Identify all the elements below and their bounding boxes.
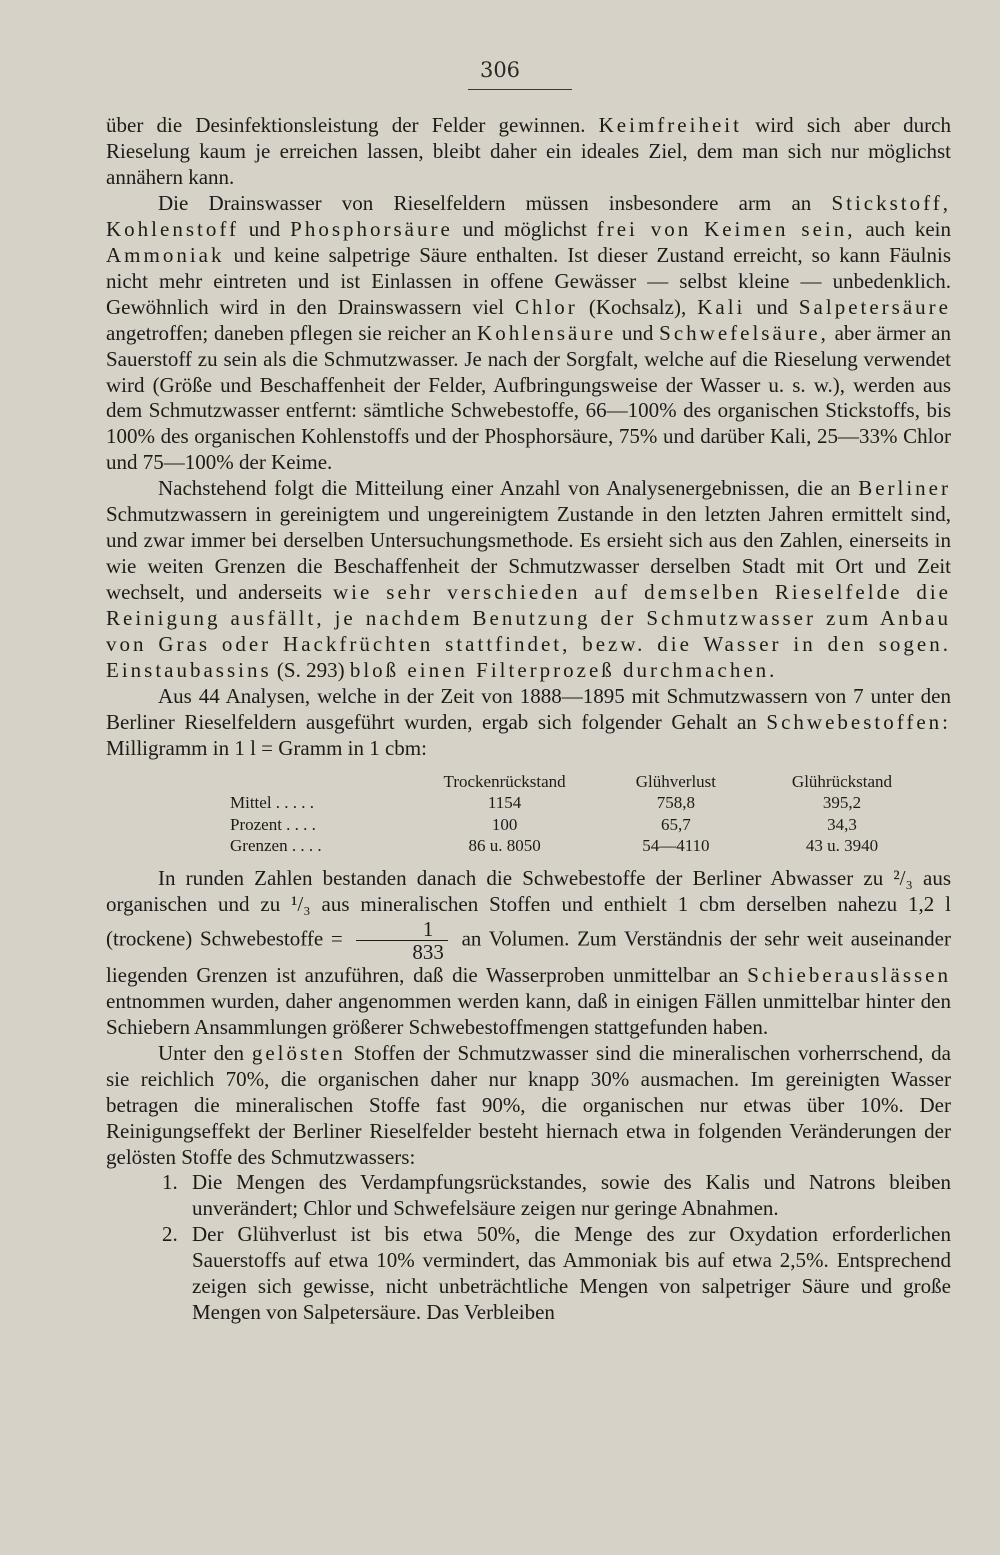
fraction-denominator: 833 (412, 939, 444, 964)
paragraph-5: In runden Zahlen bestanden danach die Schwebestoffe der Berliner Abwasser zu ²/₃ aus organischen und zu ¹/₃ aus mineralischen Stoffen und enthielt 1 cbm derselben nahezu 1,2 l (trockene) Schwebestoffe = $\frac{1}{833}$ an Volumen. Zum Verständnis der sehr weit auseinander liegenden Grenzen ist anzuführen, daß die Wasserproben unmittelbar an Schieberauslässen entnommen wurden, daher angenommen werden kann, daß in einigen Fällen unmittelbar hinter den Schiebern Ansammlungen größerer Schwebestoffmengen stattgefunden haben. (106, 865, 951, 1039)
page-number-rule (468, 89, 572, 90)
table-cell: 43 u. 3940 (805, 836, 879, 856)
table-header-row (106, 771, 951, 793)
table-cell: 34,3 (827, 814, 857, 834)
table-row-label: Grenzen . . . . (230, 836, 322, 856)
list-item-text: Die Mengen des Verdampfungsrückstandes, sowie des Kalis und Natrons bleiben unverändert; Chlor und Schwefelsäure zeigen nur geringe Abnahmen. (192, 1170, 951, 1221)
table-cell: 86 u. 8050 (468, 836, 541, 856)
table-header-empty (106, 771, 411, 793)
table-cell: 395,2 (822, 793, 862, 813)
list-item-number: 2. (162, 1222, 178, 1247)
body-text (106, 113, 951, 1326)
table-header: Trockenrückstand (443, 771, 566, 791)
table-cell: 54—4110 (642, 836, 710, 856)
page-number: 306 (479, 58, 521, 82)
table-cell: 65,7 (661, 814, 691, 834)
list-item (106, 1170, 951, 1222)
list-item-number: 1. (162, 1170, 178, 1195)
table-row-label: Mittel . . . . . (230, 793, 315, 813)
table-spacer (930, 814, 951, 836)
table-spacer (930, 792, 951, 814)
paragraph-4: Aus 44 Analysen, welche in der Zeit von 1888—1895 mit Schmutzwassern von 7 unter den Berliner Rieselfeldern ausgeführt wurden, ergab sich folgender Gehalt an Schwebestoffen: Milligramm in 1 l = Gramm in 1 cbm: (106, 683, 951, 760)
table-row (106, 835, 951, 857)
table-cell: 1154 (487, 793, 522, 813)
list-item-text: Der Glühverlust ist bis etwa 50%, die Menge des zur Oxydation erforderlichen Sauerstoffs auf etwa 10% vermindert, das Ammoniak bis auf etwa 2,5%. Entsprechend zeigen sich gewisse, nicht unbeträchtliche Mengen von salpetriger Säure und große Mengen von Salpetersäure. Das Verbleiben (192, 1222, 951, 1325)
paragraph-1: über die Desinfektionsleistung der Felder gewinnen. Keimfreiheit wird sich aber durch Rieselung kaum je erreichen lassen, bleibt daher ein ideales Ziel, dem man sich nur möglichst annähern kann. (106, 113, 951, 189)
table-header: Glührückstand (791, 771, 893, 791)
paragraph-6: Unter den gelösten Stoffen der Schmutzwasser sind die mineralischen vorherrschend, da sie reichlich 70%, die organischen daher nur knapp 30% ausmachen. Im gereinigten Wasser betragen die mineralischen Stoffe fast 90%, die organischen nur etwas über 10%. Der Reinigungseffekt der Berliner Rieselfelder besteht hiernach etwa in folgenden Veränderungen der gelösten Stoffe des Schmutzwassers: (106, 1040, 951, 1169)
suspended-solids-table (106, 771, 951, 857)
table-header: Glühverlust (635, 771, 717, 791)
table-row (106, 814, 951, 836)
fraction-numerator: 1 (356, 918, 448, 941)
paragraph-2: Die Drainswasser von Rieselfeldern müssen insbesondere arm an Stickstoff, Kohlenstoff und Phosphorsäure und möglichst frei von Keimen sein, auch kein Ammoniak und keine salpetrige Säure enthalten. Ist dieser Zustand erreicht, so kann Fäulnis nicht mehr eintreten und ist Einlassen in offene Gewässer — selbst kleine — unbedenklich. Gewöhnlich wird in den Drainswassern viel Chlor (Kochsalz), Kali und Salpetersäure angetroffen; daneben pflegen sie reicher an Kohlensäure und Schwefelsäure, aber ärmer an Sauerstoff zu sein als die Schmutzwasser. Je nach der Sorgfalt, welche auf die Rieselung verwendet wird (Größe und Beschaffenheit der Felder, Aufbringungsweise der Wasser u. s. w.), werden aus dem Schmutzwasser entfernt: sämtliche Schwebestoffe, 66—100% des organischen Stickstoffs, bis 100% des organischen Kohlenstoffs und der Phosphorsäure, 75% und darüber Kali, 25—33% Chlor und 75—100% der Keime. (106, 190, 951, 475)
table-spacer (930, 771, 951, 793)
table-row-label: Prozent . . . . (230, 814, 316, 834)
paragraph-3: Nachstehend folgt die Mitteilung einer Anzahl von Analysenergebnissen, die an Berliner Schmutzwassern in gereinigtem und ungereinigtem Zustande in den letzten Jahren ermittelt sind, und zwar immer bei derselben Untersuchungsmethode. Es ersieht sich aus den Zahlen, einerseits in wie weiten Grenzen die Beschaffenheit der Schmutzwasser derselben Stadt mit Ort und Zeit wechselt, und anderseits wie sehr verschieden auf demselben Rieselfelde die Reinigung ausfällt, je nachdem Benutzung der Schmutzwasser zum Anbau von Gras oder Hackfrüchten stattfindet, bezw. die Wasser in den sogen. Einstaubassins (S. 293) bloß einen Filterprozeß durchmachen. (106, 476, 951, 683)
table-cell: 758,8 (656, 793, 695, 813)
table-row (106, 792, 951, 814)
table-cell: 100 (491, 814, 518, 834)
fraction (356, 918, 448, 963)
table-spacer (930, 835, 951, 857)
list-item (106, 1222, 951, 1326)
